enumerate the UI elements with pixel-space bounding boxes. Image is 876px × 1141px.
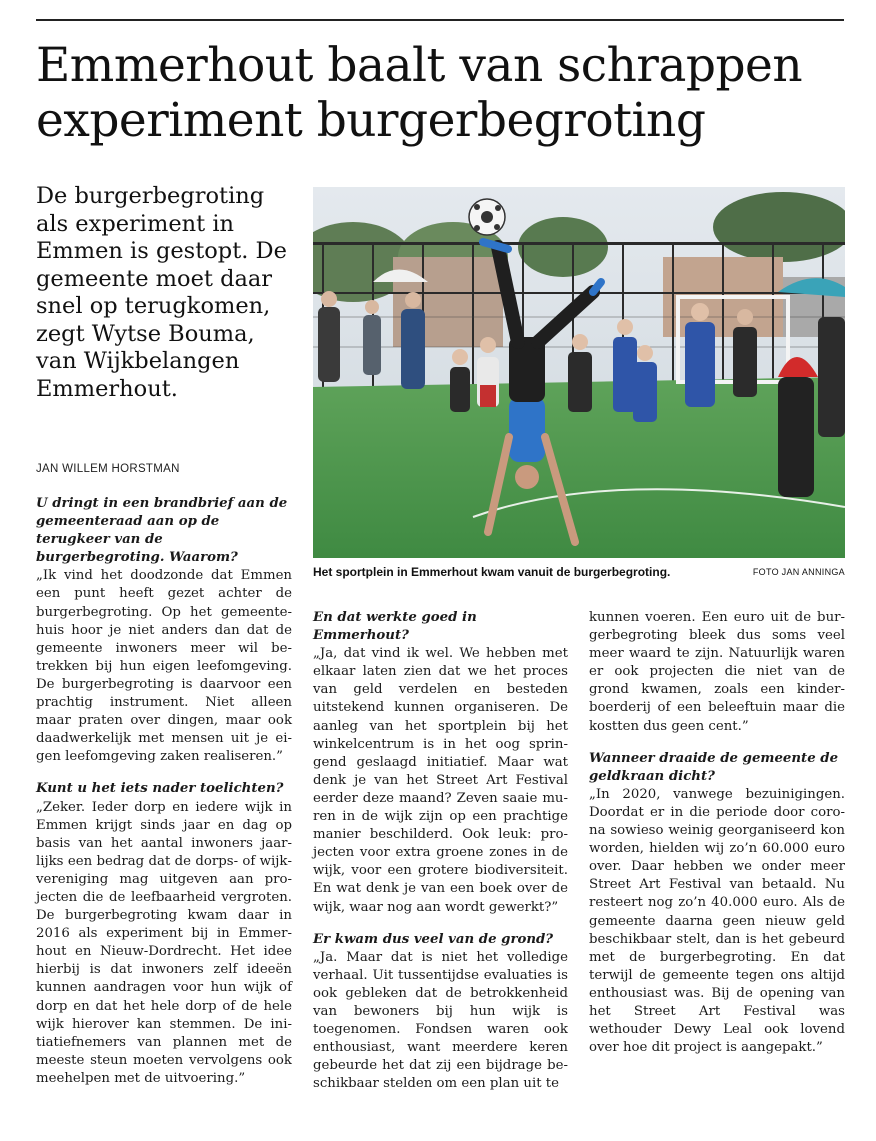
photo-caption <box>313 565 845 579</box>
answer-5: „In 2020, vanwege bezuinigingen. Doordat er in die periode door corona sowieso weinig georganiseerd kon worden, hielden wij zo’n 60.000 euro over. Daar hebben we onder meer Street Art Festival van betaald. Nu resteert nog zo’n 40.000 euro. Als de gemeente daarna geen nieuw geld beschikbaar stelt, dan is het gebeurd met de burgerbegroting. En dat terwijl de gemeente tegen ons altijd enthousiast was. Bij de opening van het Street Art Festival was wethouder Dewy Leal ook lovend over hoe dit project is aangepakt.” <box>589 786 845 1056</box>
top-rule <box>36 19 844 21</box>
question-5: Wanneer draaide de gemeente de geldkraan dicht? <box>589 750 839 784</box>
sports-field-photo <box>313 187 845 558</box>
question-3: En dat werkte goed in Emmerhout? <box>313 610 477 644</box>
headline-line-1: Emmerhout baalt van schrappen <box>36 38 803 93</box>
column-1 <box>36 495 292 1088</box>
answer-4-continued: kunnen voeren. Een euro uit de burgerbegroting bleek dus soms veel meer waard te zijn. Natuurlijk waren er ook projecten die niet van de grond kwamen, zoals een kinderboerderij of een beleeftuin maar die kostten dus geen cent.” <box>589 610 845 734</box>
answer-3: „Ja, dat vind ik wel. We hebben met elkaar laten zien dat we het proces van geld verdelen en besteden uitstekend kunnen organiseren. De aanleg van het sportplein bij het winkelcentrum is in het oog springend geslaagd initiatief. Maar wat denk je van het Street Art Festival eerder deze maand? Zeven saaie muren in de wijk zijn op een prachtige manier beschilderd. Ook leuk: projecten voor extra groene zones in de wijk, voor een grotere biodiversiteit. En wat denk je van een boek over de wijk, waar nog aan wordt gewerkt?” <box>313 646 568 915</box>
intro-lead: De burgerbegroting als experiment in Emmen is gestopt. De gemeente moet daar snel op terugkomen, zegt Wytse Bouma, van Wijkbelangen Emmerhout. <box>36 183 287 402</box>
question-1: U dringt in een brandbrief aan de gemeenteraad aan op de terugkeer van de burgerbegroting. Waarom? <box>36 496 288 566</box>
caption-text: Het sportplein in Emmerhout kwam vanuit de burgerbegroting. <box>313 565 671 579</box>
headline-line-2: experiment burgerbegroting <box>36 93 706 148</box>
column-2 <box>313 609 568 1093</box>
answer-1: „Ik vind het doodzonde dat Emmen een punt heeft gezet achter de burgerbegroting. Op het gemeentehuis hoor je niet anders dan dat de gemeente inwoners meer wil betrekken bij hun eigen leefomgeving. De burgerbegroting is daarvoor een prachtig instrument. Niet alleen maar praten over dingen, maar ook daadwerkelijk met mensen uit je eigen leefomgeving zaken realiseren.” <box>36 568 292 765</box>
article-photo <box>313 187 845 558</box>
answer-4: „Ja. Maar dat is niet het volledige verhaal. Uit tussentijdse evaluaties is ook gebleken dat de betrokkenheid van bewoners bij hun wijk is toegenomen. Fondsen waren ook enthousiast, want meerdere keren gebeurde het dat zij een bijdrage beschikbaar stelden om een plan uit te <box>313 949 568 1092</box>
photo-credit: FOTO JAN ANNINGA <box>752 567 845 577</box>
column-3 <box>589 609 845 1057</box>
question-2: Kunt u het iets nader toelichten? <box>36 781 284 797</box>
answer-2: „Zeker. Ieder dorp en iedere wijk in Emmen krijgt sinds jaar en dag op basis van het aantal inwoners jaarlijks een bedrag dat de dorps- of wijkvereniging mag uitgeven aan projecten die de leefbaarheid vergroten. De burgerbegroting kwam daar in 2016 als experiment bij in Emmerhout en Nieuw-Dordrecht. Het idee hierbij is dat inwoners zelf ideeën kunnen aandragen voor hun wijk of dorp en dat het hele dorp of de hele wijk hierover kan stemmen. De initiatiefnemers van plannen met de meeste steun moeten vervolgens ook meehelpen met de uitvoering.” <box>36 799 292 1086</box>
question-4: Er kwam dus veel van de grond? <box>313 931 554 947</box>
headline <box>36 38 856 148</box>
byline: JAN WILLEM HORSTMAN <box>36 463 180 475</box>
